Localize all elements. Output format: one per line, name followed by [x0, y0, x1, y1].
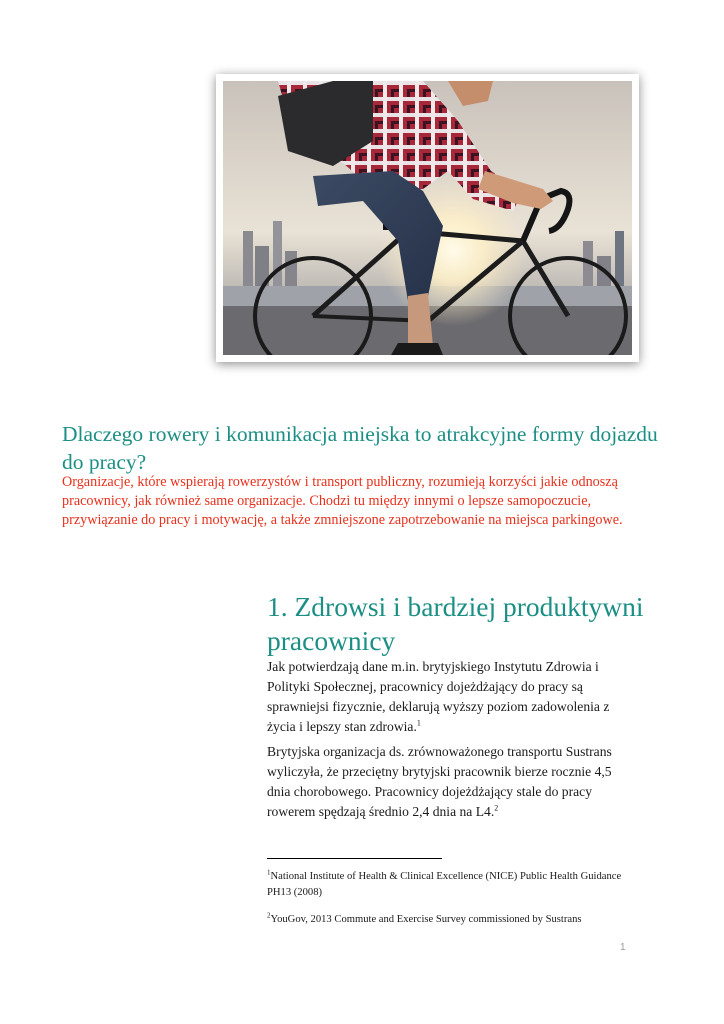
- body-paragraph-2-text: Brytyjska organizacja ds. zrównoważonego transportu Sustrans wyliczyła, że przeciętny brytyjski pracownik bierze rocznie 4,5 dnia chorobowego. Pracownicy dojeżdżający stale do pracy rowerem spędzają średnio 2,4 dnia na L4.: [267, 744, 612, 819]
- main-heading: Dlaczego rowery i komunikacja miejska to atrakcyjne formy dojazdu do pracy?: [62, 422, 658, 474]
- cyclist-photo: [216, 74, 639, 362]
- footnote-1: [267, 869, 627, 901]
- footnote-ref-1[interactable]: 1: [416, 718, 421, 728]
- footnote-separator: [267, 858, 442, 859]
- body-paragraph-1: [267, 657, 617, 737]
- intro-paragraph: Organizacje, które wspierają rowerzystów i transport publiczny, rozumieją korzyści jakie odnoszą pracownicy, jak również same organizacje. Chodzi tu między innymi o lepsze samopoczucie, przywiązanie do pracy i motywację, a także zmniejszone zapotrzebowanie na miejsca parkingowe.: [62, 474, 623, 528]
- body-paragraph-1-text: Jak potwierdzają dane m.in. brytyjskiego Instytutu Zdrowia i Polityki Społecznej, pracownicy dojeżdżający do pracy są sprawniejsi fizycznie, deklarują wyższy poziom zadowolenia z życia i lepszy stan zdrowia.: [267, 659, 610, 734]
- footnote-1-text: National Institute of Health & Clinical Excellence (NICE) Public Health Guidance PH13 (2008): [267, 871, 622, 898]
- body-paragraph-2: [267, 742, 617, 822]
- footnote-2-number: 2: [267, 911, 271, 920]
- page-number: 1: [620, 942, 626, 953]
- footnote-ref-2[interactable]: 2: [494, 803, 499, 813]
- footnote-1-number: 1: [267, 868, 271, 877]
- cyclist-illustration: [223, 81, 632, 355]
- footnote-2-text: YouGov, 2013 Commute and Exercise Survey commissioned by Sustrans: [270, 914, 582, 925]
- section-heading: 1. Zdrowsi i bardziej produktywni pracownicy: [267, 591, 644, 656]
- footnote-2: [267, 912, 627, 928]
